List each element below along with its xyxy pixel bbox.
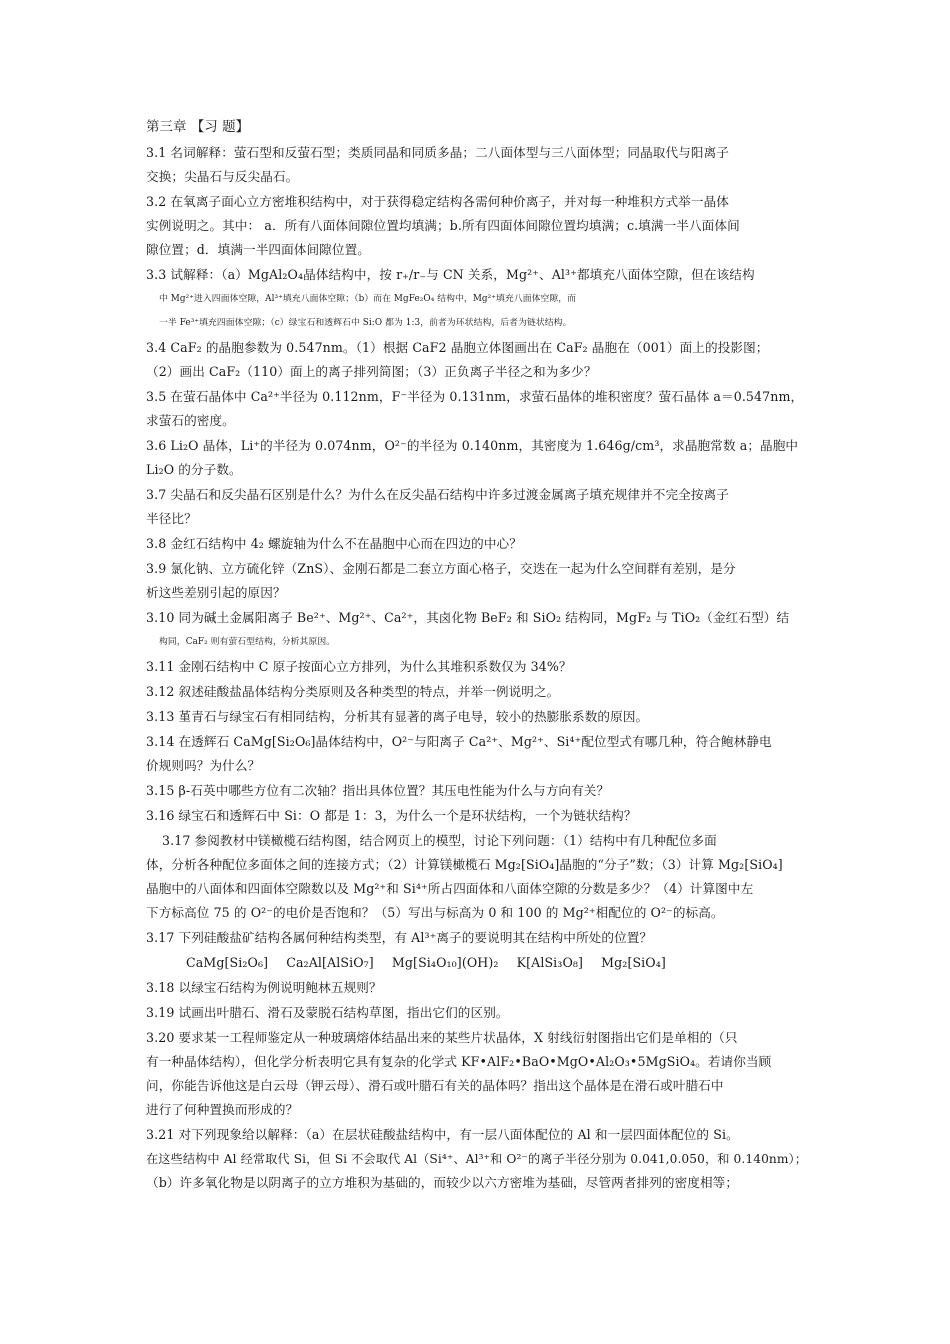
question-3-3: 3.3 试解释：（a）MgAl₂O₄晶体结构中，按 r₊/r₋与 CN 关系，Mg²⁺、Al³⁺都填充八面体空隙，但在该结构 中 Mg²⁺进入四面体空隙，Al³⁺填充八面体空隙；（b）而在 MgFe₂O₄ 结构中，Mg²⁺填充八面体空隙，而 一半 Fe³⁺填充四面体空隙；（c）绿宝石和透辉石中 Si:O 都为 1:3，前者为环状结构，后者为链状结构。 [146, 267, 755, 328]
question-3-2: 3.2 在氧离子面心立方密堆积结构中，对于获得稳定结构各需何种价离子，并对每一种堆积方式举一晶体 实例说明之。其中： a．所有八面体间隙位置均填满；b.所有四面体间隙位置均填满；c.填满一半八面体间 隙位置；d．填满一半四面体间隙位置。 [146, 194, 740, 257]
question-3-17-silicates: 3.17 下列硅酸盐矿结构各属何种结构类型，有 Al³⁺离子的要说明其在结构中所处的位置？ [146, 930, 653, 945]
question-3-19: 3.19 试画出叶腊石、滑石及蒙脱石结构草图，指出它们的区别。 [146, 1005, 509, 1020]
question-3-13: 3.13 堇青石与绿宝石有相同结构，分析其有显著的离子电导，较小的热膨胀系数的原因。 [146, 709, 649, 724]
question-3-1: 3.1 名词解释：萤石型和反萤石型；类质同晶和同质多晶；二八面体型与三八面体型；同晶取代与阳离子 交换；尖晶石与反尖晶石。 [146, 145, 729, 184]
question-3-7: 3.7 尖晶石和反尖晶石区别是什么？为什么在反尖晶石结构中许多过渡金属离子填充规律并不完全按离子 半径比？ [146, 487, 729, 526]
question-3-16: 3.16 绿宝石和透辉石中 Si：O 都是 1：3，为什么一个是环状结构，一个为链状结构？ [146, 808, 637, 823]
question-3-20: 3.20 要求某一工程师鉴定从一种玻璃熔体结晶出来的某些片状晶体，X 射线衍射图指出它们是单相的（只 有一种晶体结构），但化学分析表明它具有复杂的化学式 KF•AlF₂•BaO•MgO•Al₂O₃•5MgSiO₄。若请你当顾 问，你能告诉他这是白云母（钾云母）、滑石或叶腊石有关的晶体吗？指出这个晶体是在滑石或叶腊石中 进行了何种置换而形成的？ [146, 1030, 772, 1117]
question-3-21: 3.21 对下列现象给以解释：（a）在层状硅酸盐结构中，有一层八面体配位的 Al 和一层四面体配位的 Si。 在这些结构中 Al 经常取代 Si，但 Si 不会取代 Al（Si⁴⁺、Al³⁺和 O²⁻的离子半径分别为 0.041,0.050，和 0.140nm）； （b）许多氧化物是以阴离子的立方堆积为基础的，而较少以六方密堆为基础，尽管两者排列的密度相等； [146, 1127, 808, 1190]
chapter-heading: 第三章 【习 题】 [146, 119, 250, 135]
silicate-formula-list: CaMg[Si₂O₆] Ca₂Al[AlSiO₇] Mg[Si₄O₁₀](OH)₂ K[AlSi₃O₈] Mg₂[SiO₄] [186, 955, 666, 970]
question-3-12: 3.12 叙述硅酸盐晶体结构分类原则及各种类型的特点，并举一例说明之。 [146, 684, 560, 699]
question-3-10: 3.10 同为碱土金属阳离子 Be²⁺、Mg²⁺、Ca²⁺，其卤化物 BeF₂ 和 SiO₂ 结构同，MgF₂ 与 TiO₂（金红石型）结 构同，CaF₂ 则有萤石型结构，分析其原因。 [146, 610, 790, 647]
question-3-14: 3.14 在透辉石 CaMg[Si₂O₆]晶体结构中，O²⁻与阳离子 Ca²⁺、Mg²⁺、Si⁴⁺配位型式有哪几种，符合鲍林静电 价规则吗？为什么？ [146, 734, 772, 773]
question-3-8: 3.8 金红石结构中 4₂ 螺旋轴为什么不在晶胞中心而在四边的中心？ [146, 536, 522, 551]
question-3-15: 3.15 β-石英中哪些方位有二次轴？指出具体位置？其压电性能为什么与方向有关？ [146, 783, 610, 798]
question-3-9: 3.9 氯化钠、立方硫化锌（ZnS）、金刚石都是二套立方面心格子，交迭在一起为什么空间群有差别，是分 析这些差别引起的原因？ [146, 561, 736, 600]
question-3-17-forsterite: 3.17 参阅教材中镁橄榄石结构图，结合网页上的模型，讨论下列问题：（1）结构中有几种配位多面 体，分析各种配位多面体之间的连接方式；（2）计算镁橄榄石 Mg₂[SiO₄]晶胞的“分子”数；（3）计算 Mg₂[SiO₄] 晶胞中的八面体和四面体空隙数以及 Mg²⁺和 Si⁴⁺所占四面体和八面体空隙的分数是多少？（4）计算图中左 下方标高位 75 的 O²⁻的电价是否饱和？（5）写出与标高为 0 和 100 的 Mg²⁺相配位的 O²⁻的标高。 [146, 833, 783, 920]
question-3-18: 3.18 以绿宝石结构为例说明鲍林五规则？ [146, 980, 382, 995]
question-3-4: 3.4 CaF₂ 的晶胞参数为 0.547nm。（1）根据 CaF2 晶胞立体图画出在 CaF₂ 晶胞在（001）面上的投影图； （2）画出 CaF₂（110）面上的离子排列简图；（3）正负离子半径之和为多少？ [146, 340, 769, 379]
question-3-5: 3.5 在萤石晶体中 Ca²⁺半径为 0.112nm，F⁻半径为 0.131nm，求萤石晶体的堆积密度？萤石晶体 a＝0.547nm， 求萤石的密度。 [146, 389, 804, 428]
question-3-6: 3.6 Li₂O 晶体，Li⁺的半径为 0.074nm，O²⁻的半径为 0.140nm，其密度为 1.646g/cm³，求晶胞常数 a；晶胞中 Li₂O 的分子数。 [146, 438, 799, 477]
question-3-11: 3.11 金刚石结构中 C 原子按面心立方排列，为什么其堆积系数仅为 34%？ [146, 659, 572, 674]
document-page [146, 117, 808, 1196]
